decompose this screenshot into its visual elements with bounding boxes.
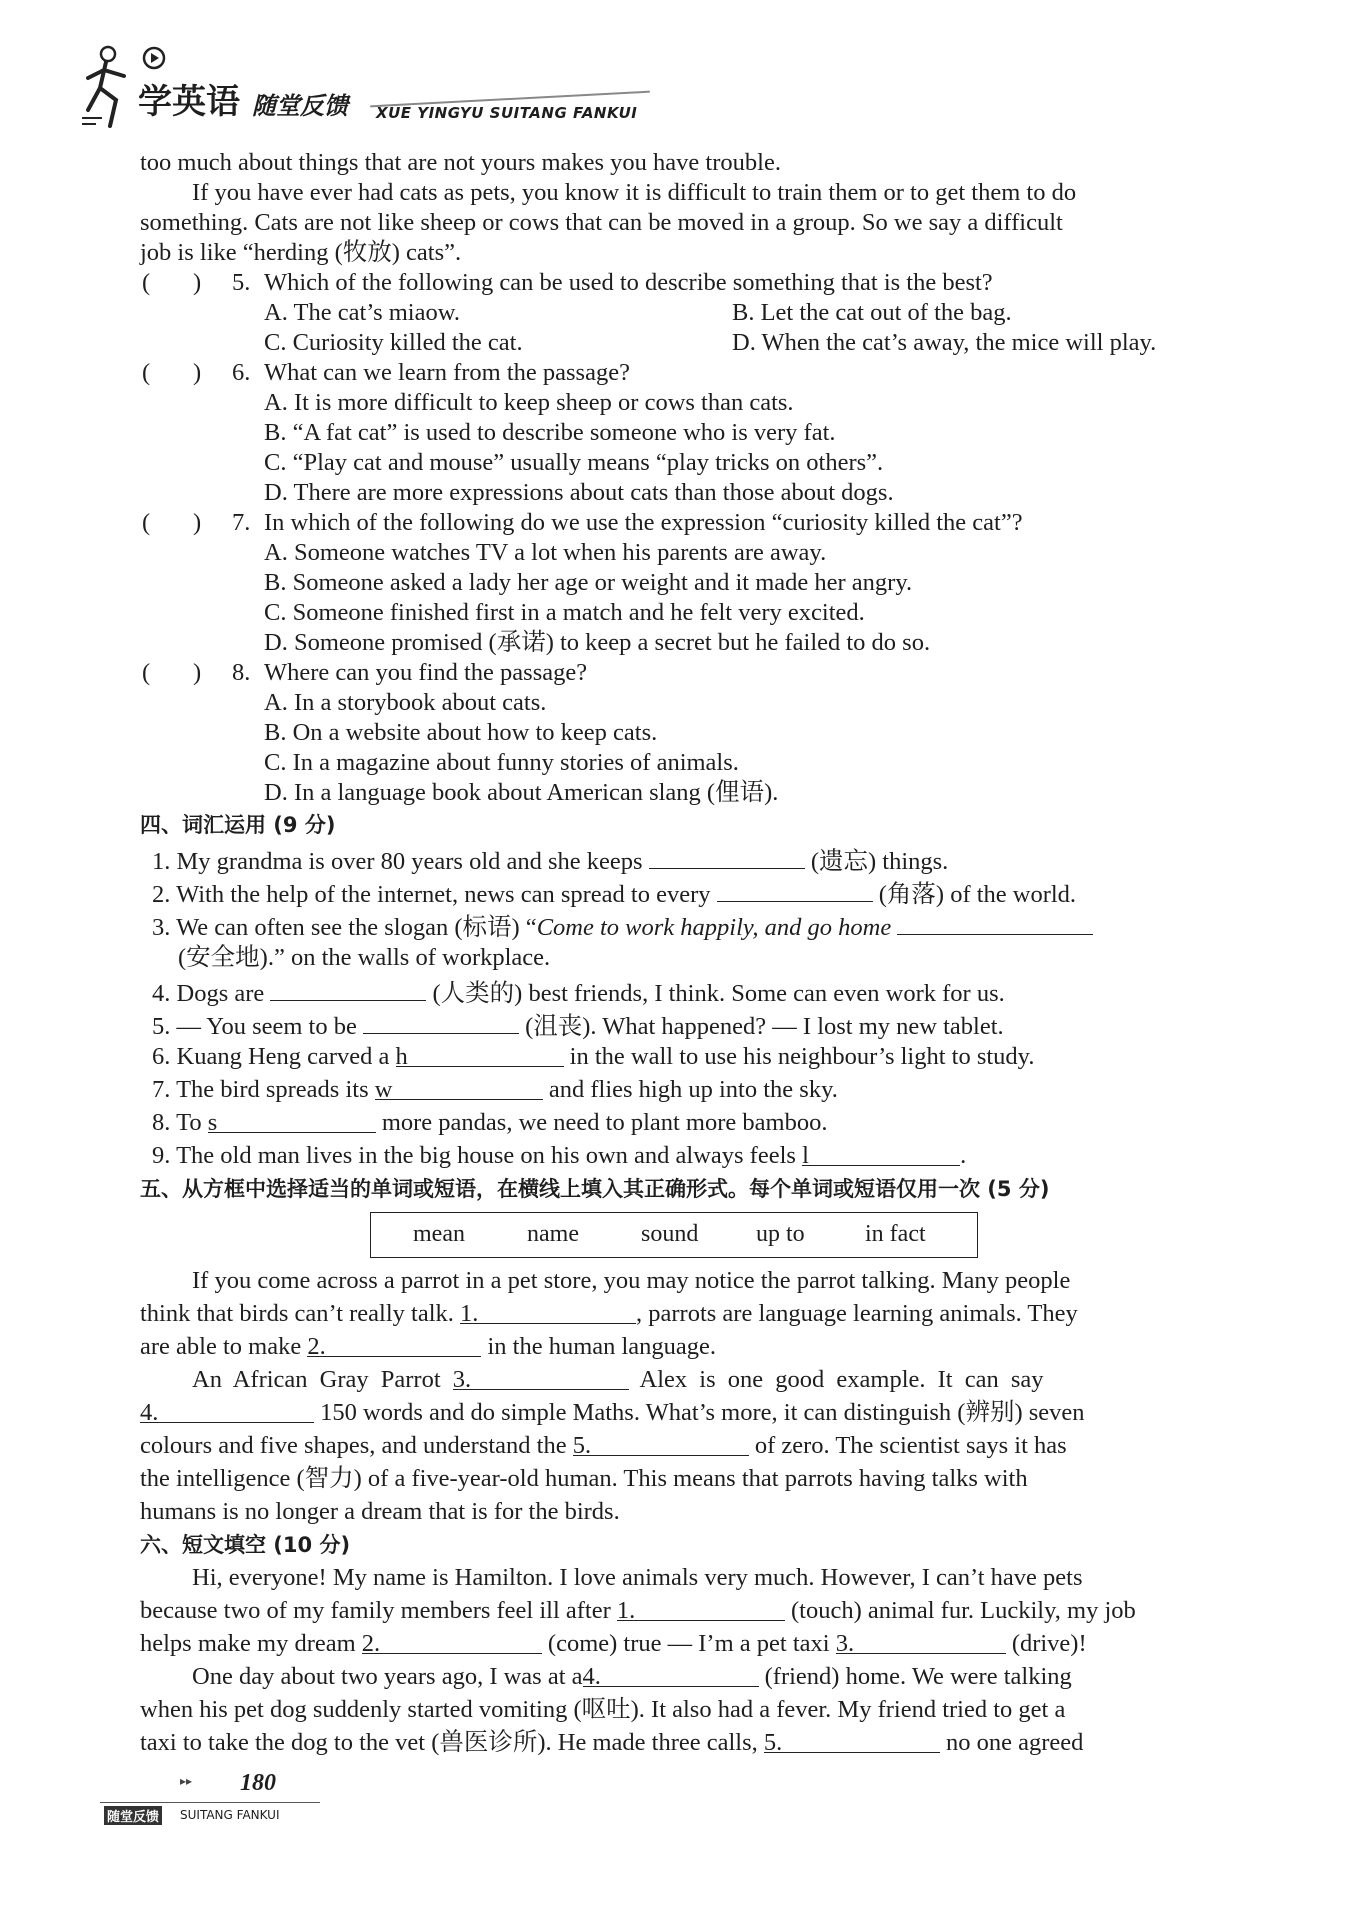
page-number: 180 bbox=[240, 1770, 276, 1796]
passage-text: (come) true — I’m a pet taxi bbox=[547, 1630, 830, 1657]
answer-blank-4[interactable] bbox=[140, 1398, 314, 1426]
header-subtitle-cn: 随堂反馈 bbox=[252, 92, 348, 120]
item-text: and flies high up into the sky. bbox=[548, 1076, 838, 1103]
option-b: B. Someone asked a lady her age or weight and it made her angry. bbox=[264, 569, 913, 596]
item-text: best friends, I think. Some can even work for us. bbox=[528, 980, 1005, 1007]
item-text: — You seem to be bbox=[176, 1013, 357, 1040]
answer-blank[interactable] bbox=[270, 976, 426, 1001]
passage-text: Alex is one good example. It can say bbox=[639, 1366, 1044, 1393]
item-text: in the wall to use his neighbour’s light to study. bbox=[569, 1043, 1035, 1070]
passage-text: in the human language. bbox=[487, 1333, 717, 1360]
answer-blank[interactable] bbox=[395, 1042, 564, 1070]
answer-bracket[interactable]: ( ) bbox=[142, 269, 202, 296]
passage-5-line-7: the intelligence (智力) of a five-year-old human. This means that parrots having talks with bbox=[140, 1465, 1028, 1492]
arrow-icon: ▸▸ bbox=[180, 1774, 193, 1788]
item-text: The bird spreads its bbox=[176, 1076, 369, 1103]
option-b: B. On a website about how to keep cats. bbox=[264, 719, 658, 746]
question-number: 6. bbox=[232, 359, 251, 386]
option-c: C. In a magazine about funny stories of animals. bbox=[264, 749, 739, 776]
item-text: Dogs are bbox=[176, 980, 265, 1007]
blank-number: 4. bbox=[140, 1399, 159, 1426]
footer-brand-cn: 随堂反馈 bbox=[104, 1806, 162, 1825]
item-number: 7. bbox=[152, 1076, 171, 1103]
play-icon bbox=[142, 46, 166, 70]
passage-text: (touch) animal fur. Luckily, my job bbox=[791, 1597, 1136, 1624]
vocab-item-6 bbox=[152, 1042, 1034, 1072]
word-box-item: name bbox=[527, 1221, 579, 1247]
option-c: C. Someone finished first in a match and he felt very excited. bbox=[264, 599, 865, 626]
passage-text: taxi to take the dog to the vet (兽医诊所). He made three calls, bbox=[140, 1729, 758, 1756]
word-box-item: sound bbox=[641, 1221, 699, 1247]
word-box-item: mean bbox=[413, 1221, 465, 1247]
word-box-item: up to bbox=[756, 1221, 805, 1247]
option-d: D. There are more expressions about cats than those about dogs. bbox=[264, 479, 894, 506]
word-box-item: in fact bbox=[865, 1221, 926, 1247]
page-header bbox=[80, 40, 680, 130]
item-text: To bbox=[176, 1109, 202, 1136]
intro-p2-line-1: If you have ever had cats as pets, you know it is difficult to train them or to get them to do bbox=[192, 179, 1077, 206]
blank-number: 3. bbox=[835, 1630, 855, 1657]
passage-text: no one agreed bbox=[946, 1729, 1084, 1756]
passage-text: are able to make bbox=[140, 1333, 302, 1360]
item-number: 8. bbox=[152, 1109, 171, 1136]
intro-p2-line-3: job is like “herding (牧放) cats”. bbox=[140, 239, 462, 266]
item-text: more pandas, we need to plant more bamboo. bbox=[381, 1109, 828, 1136]
passage-5-line-5 bbox=[140, 1398, 1085, 1428]
answer-blank[interactable] bbox=[649, 844, 805, 869]
passage-6-line-5: when his pet dog suddenly started vomiting (呕吐). It also had a fever. My friend tried to get a bbox=[140, 1696, 1066, 1723]
item-hint: (角落) bbox=[878, 881, 945, 908]
item-text: With the help of the internet, news can spread to every bbox=[176, 881, 711, 908]
answer-bracket[interactable]: ( ) bbox=[142, 659, 202, 686]
question-stem: Where can you find the passage? bbox=[264, 659, 588, 686]
passage-text: of zero. The scientist says it has bbox=[754, 1432, 1067, 1459]
vocab-item-7 bbox=[152, 1075, 838, 1105]
passage-5-line-2 bbox=[140, 1299, 1078, 1329]
section-5-heading: 五、从方框中选择适当的单词或短语，在横线上填入其正确形式。每个单词或短语仅用一次 (5 分) bbox=[140, 1177, 1050, 1201]
passage-text: 150 words and do simple Maths. What’s more, it can distinguish (辨别) seven bbox=[320, 1399, 1085, 1426]
answer-blank-4[interactable] bbox=[582, 1662, 759, 1690]
intro-line-1: too much about things that are not yours makes you have trouble. bbox=[140, 149, 781, 176]
item-number: 4. bbox=[152, 980, 171, 1007]
passage-5-line-4 bbox=[192, 1365, 1044, 1395]
blank-number: 4. bbox=[582, 1663, 601, 1690]
option-d: D. In a language book about American slang (俚语). bbox=[264, 779, 779, 806]
item-number: 2. bbox=[152, 881, 171, 908]
option-a: A. It is more difficult to keep sheep or cows than cats. bbox=[264, 389, 794, 416]
blank-number: 5. bbox=[763, 1729, 783, 1756]
first-letter: w bbox=[374, 1076, 393, 1103]
option-a: A. Someone watches TV a lot when his parents are away. bbox=[264, 539, 827, 566]
answer-blank[interactable] bbox=[897, 910, 1093, 935]
item-number: 5. bbox=[152, 1013, 171, 1040]
section-4-heading: 四、词汇运用 (9 分) bbox=[140, 813, 336, 837]
answer-blank-3[interactable] bbox=[835, 1629, 1006, 1657]
item-hint: (沮丧). bbox=[525, 1013, 597, 1040]
passage-6-line-1: Hi, everyone! My name is Hamilton. I love animals very much. However, I can’t have pets bbox=[192, 1564, 1083, 1591]
item-number: 1. bbox=[152, 848, 171, 875]
passage-text: think that birds can’t really talk. bbox=[140, 1300, 454, 1327]
item-text: things. bbox=[882, 848, 949, 875]
vocab-item-9 bbox=[152, 1141, 966, 1171]
answer-blank[interactable] bbox=[363, 1009, 519, 1034]
vocab-item-3-cont: (安全地).” on the walls of workplace. bbox=[178, 944, 551, 971]
item-hint: (遗忘) bbox=[810, 848, 877, 875]
question-stem: In which of the following do we use the expression “curiosity killed the cat”? bbox=[264, 509, 1023, 536]
answer-blank-1[interactable] bbox=[616, 1596, 785, 1624]
passage-5-line-6 bbox=[140, 1431, 1067, 1461]
blank-number: 5. bbox=[572, 1432, 592, 1459]
item-text: Kuang Heng carved a bbox=[176, 1043, 390, 1070]
passage-text: (friend) home. We were talking bbox=[764, 1663, 1072, 1690]
blank-number: 2. bbox=[361, 1630, 381, 1657]
option-a: A. The cat’s miaow. bbox=[264, 299, 460, 326]
item-number: 6. bbox=[152, 1043, 171, 1070]
answer-blank[interactable] bbox=[802, 1141, 960, 1169]
footer-rule bbox=[100, 1802, 320, 1803]
first-letter: l bbox=[802, 1142, 809, 1169]
passage-5-line-1: If you come across a parrot in a pet store, you may notice the parrot talking. Many people bbox=[192, 1267, 1071, 1294]
intro-p2-line-2: something. Cats are not like sheep or cows that can be moved in a group. So we say a difficult bbox=[140, 209, 1063, 236]
passage-5-line-3 bbox=[140, 1332, 716, 1362]
answer-blank-5[interactable] bbox=[572, 1431, 749, 1459]
item-text: of the world. bbox=[950, 881, 1077, 908]
option-c: C. Curiosity killed the cat. bbox=[264, 329, 523, 356]
passage-6-line-2 bbox=[140, 1596, 1136, 1626]
blank-number: 1. bbox=[460, 1300, 479, 1327]
item-number: 9. bbox=[152, 1142, 171, 1169]
passage-text: (drive)! bbox=[1011, 1630, 1087, 1657]
header-title-en: XUE YINGYU SUITANG FANKUI bbox=[376, 104, 638, 122]
option-c: C. “Play cat and mouse” usually means “play tricks on others”. bbox=[264, 449, 884, 476]
option-b: B. Let the cat out of the bag. bbox=[732, 299, 1012, 326]
passage-6-line-3 bbox=[140, 1629, 1087, 1659]
answer-blank-2[interactable] bbox=[361, 1629, 542, 1657]
first-letter: h bbox=[395, 1043, 408, 1070]
passage-5-line-8: humans is no longer a dream that is for the birds. bbox=[140, 1498, 620, 1525]
answer-blank[interactable] bbox=[207, 1108, 376, 1136]
passage-text: , parrots are language learning animals. They bbox=[636, 1300, 1078, 1327]
vocab-item-2 bbox=[152, 877, 1076, 910]
page-footer bbox=[100, 1770, 400, 1830]
slogan-text: Come to work happily, and go home bbox=[536, 914, 892, 941]
option-d: D. Someone promised (承诺) to keep a secret but he failed to do so. bbox=[264, 629, 931, 656]
vocab-item-3 bbox=[152, 910, 1093, 943]
item-text: The old man lives in the big house on his own and always feels bbox=[176, 1142, 796, 1169]
answer-blank[interactable] bbox=[717, 877, 873, 902]
question-stem: Which of the following can be used to describe something that is the best? bbox=[264, 269, 993, 296]
passage-6-line-4 bbox=[192, 1662, 1072, 1692]
vocab-item-1 bbox=[152, 844, 948, 877]
vocab-item-4 bbox=[152, 976, 1005, 1009]
option-a: A. In a storybook about cats. bbox=[264, 689, 547, 716]
passage-text: helps make my dream bbox=[140, 1630, 356, 1657]
vocab-item-5 bbox=[152, 1009, 1004, 1042]
header-title-cn: 学英语 bbox=[138, 82, 240, 122]
question-number: 8. bbox=[232, 659, 251, 686]
blank-number: 3. bbox=[452, 1366, 472, 1393]
blank-number: 2. bbox=[307, 1333, 326, 1360]
option-d: D. When the cat’s away, the mice will play. bbox=[732, 329, 1157, 356]
blank-number: 1. bbox=[616, 1597, 636, 1624]
question-stem: What can we learn from the passage? bbox=[264, 359, 630, 386]
question-number: 5. bbox=[232, 269, 251, 296]
word-box bbox=[370, 1212, 978, 1258]
passage-text: colours and five shapes, and understand the bbox=[140, 1432, 567, 1459]
option-b: B. “A fat cat” is used to describe someone who is very fat. bbox=[264, 419, 836, 446]
answer-blank-1[interactable] bbox=[460, 1299, 636, 1327]
passage-text: One day about two years ago, I was at a bbox=[192, 1663, 583, 1690]
passage-6-line-6 bbox=[140, 1728, 1083, 1758]
answer-blank[interactable] bbox=[374, 1075, 543, 1103]
passage-text: because two of my family members feel ill after bbox=[140, 1597, 611, 1624]
first-letter: s bbox=[207, 1109, 218, 1136]
answer-bracket[interactable]: ( ) bbox=[142, 359, 202, 386]
item-text: We can often see the slogan (标语) “ bbox=[176, 914, 537, 941]
item-text: What happened? — I lost my new tablet. bbox=[602, 1013, 1004, 1040]
item-hint: (人类的) bbox=[432, 980, 523, 1007]
section-6-heading: 六、短文填空 (10 分) bbox=[140, 1533, 351, 1557]
answer-bracket[interactable]: ( ) bbox=[142, 509, 202, 536]
answer-blank-3[interactable] bbox=[452, 1365, 629, 1393]
question-number: 7. bbox=[232, 509, 251, 536]
answer-blank-5[interactable] bbox=[763, 1728, 940, 1756]
answer-blank-2[interactable] bbox=[307, 1332, 481, 1360]
passage-text: An African Gray Parrot bbox=[192, 1366, 441, 1393]
item-number: 3. bbox=[152, 914, 171, 941]
item-text: . bbox=[960, 1142, 967, 1169]
item-text: My grandma is over 80 years old and she keeps bbox=[176, 848, 643, 875]
vocab-item-8 bbox=[152, 1108, 827, 1138]
footer-brand-en: SUITANG FANKUI bbox=[180, 1808, 280, 1822]
